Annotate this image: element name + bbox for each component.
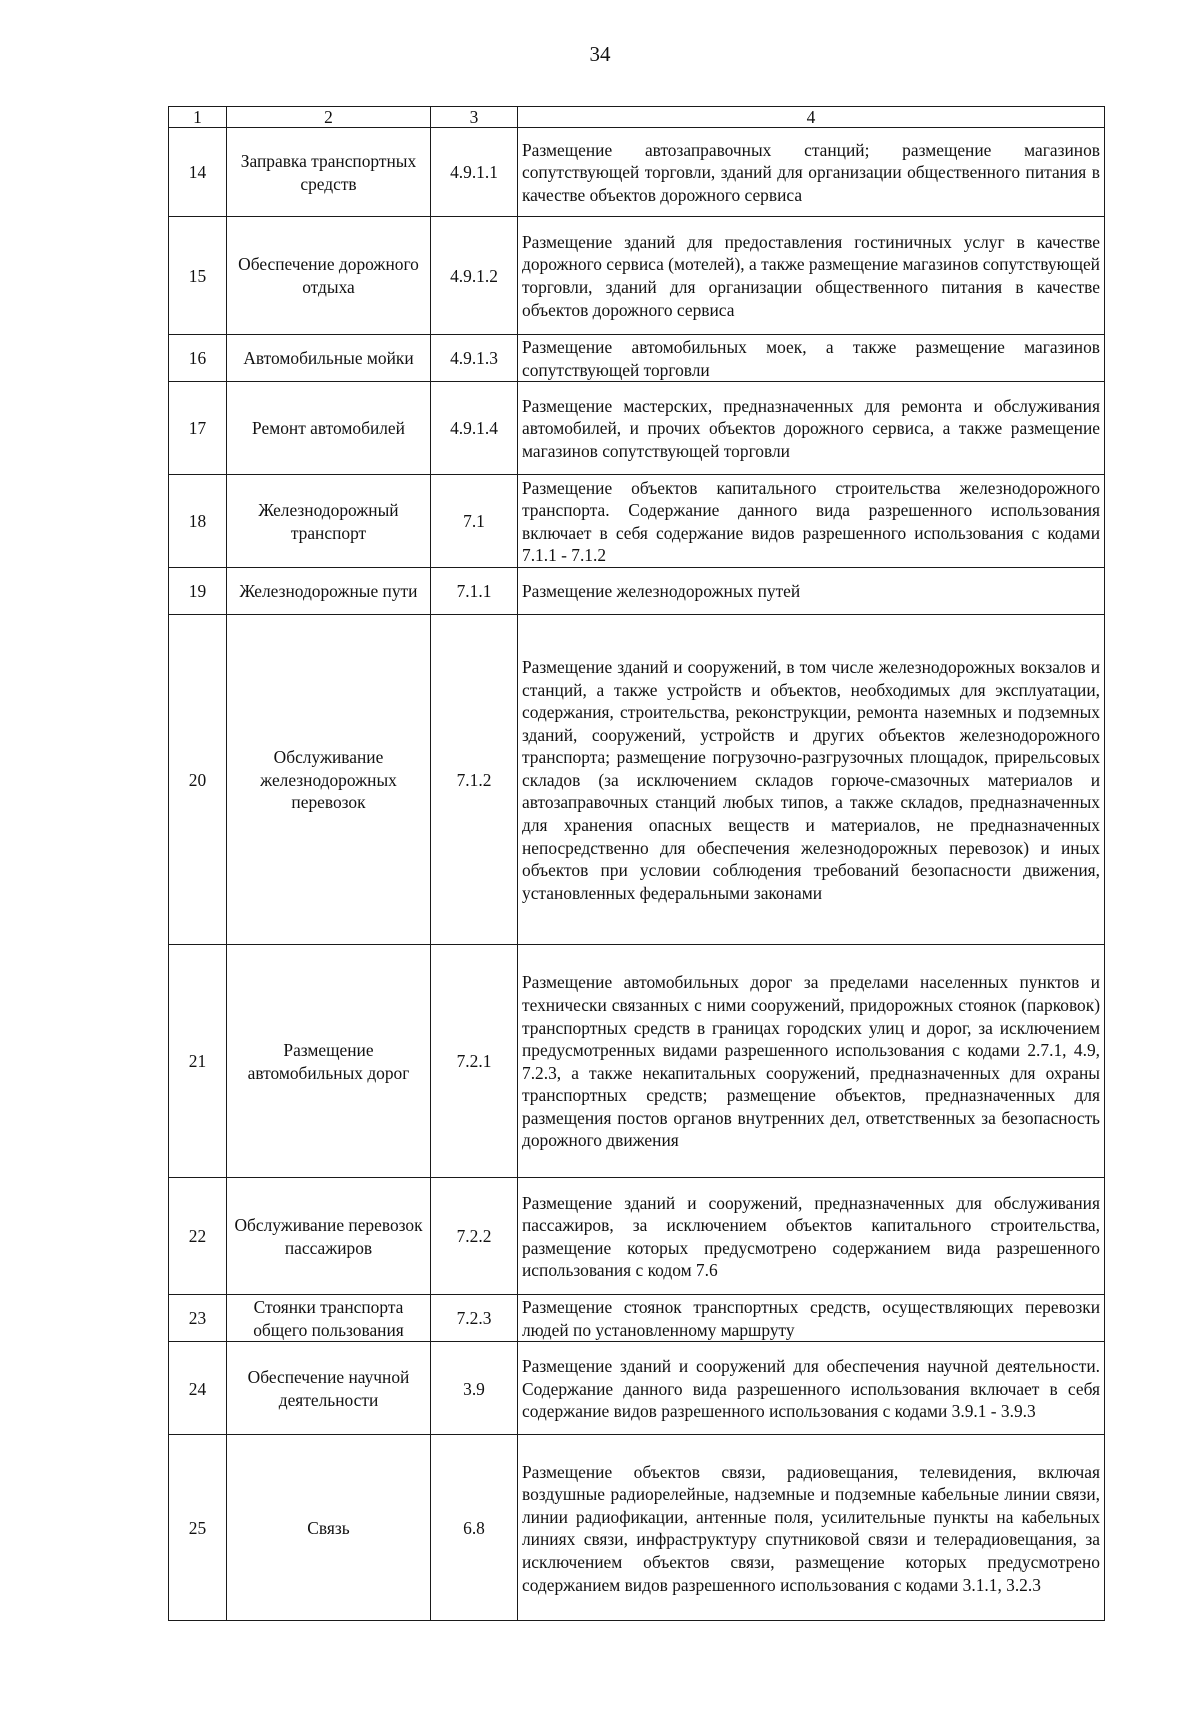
use-type-code: 7.2.1: [431, 945, 518, 1178]
table-row: [169, 1295, 1105, 1342]
use-type-name: Обеспечение научной деятельности: [227, 1342, 431, 1435]
header-col-4: 4: [518, 107, 1105, 128]
use-type-name: Обслуживание железнодорожных перевозок: [227, 615, 431, 945]
table-row: [169, 1435, 1105, 1621]
use-type-name: Связь: [227, 1435, 431, 1621]
row-number: 14: [169, 128, 227, 217]
land-use-table: [168, 106, 1105, 1621]
use-type-code: 7.1: [431, 475, 518, 568]
table-row: [169, 568, 1105, 615]
use-type-description: Размещение автомобильных дорог за пределами населенных пунктов и технически связанных с ними сооружений, придорожных стоянок (парковок) транспортных средств в границах городских улиц и дорог, за исключением предусмотренных видами разрешенного использования с кодами 2.7.1, 4.9, 7.2.3, а также некапитальных сооружений, предназначенных для охраны транспортных средств; размещение объектов, предназначенных для размещения постов органов внутренних дел, ответственных за безопасность дорожного движения: [518, 945, 1105, 1178]
use-type-code: 4.9.1.3: [431, 335, 518, 382]
use-type-code: 7.1.1: [431, 568, 518, 615]
header-col-2: 2: [227, 107, 431, 128]
row-number: 15: [169, 217, 227, 335]
row-number: 23: [169, 1295, 227, 1342]
row-number: 16: [169, 335, 227, 382]
table-row: [169, 475, 1105, 568]
table-row: [169, 128, 1105, 217]
use-type-name: Обеспечение дорожного отдыха: [227, 217, 431, 335]
row-number: 21: [169, 945, 227, 1178]
use-type-name: Железнодорожные пути: [227, 568, 431, 615]
use-type-name: Стоянки транспорта общего пользования: [227, 1295, 431, 1342]
use-type-code: 4.9.1.1: [431, 128, 518, 217]
header-row: [169, 107, 1105, 128]
use-type-name: Железнодорожный транспорт: [227, 475, 431, 568]
table-row: [169, 945, 1105, 1178]
row-number: 20: [169, 615, 227, 945]
use-type-code: 4.9.1.2: [431, 217, 518, 335]
use-type-code: 6.8: [431, 1435, 518, 1621]
use-type-code: 7.2.3: [431, 1295, 518, 1342]
use-type-description: Размещение зданий и сооружений, в том числе железнодорожных вокзалов и станций, а также устройств и объектов, необходимых для эксплуатации, содержания, строительства, реконструкции, ремонта наземных и подземных зданий, сооружений, устройств и других объектов железнодорожного транспорта; размещение погрузочно-разгрузочных площадок, прирельсовых складов (за исключением складов горюче-смазочных материалов и автозаправочных станций любых типов, а также складов, предназначенных для хранения опасных веществ и материалов, не предназначенных непосредственно для обеспечения железнодорожных перевозок) и иных объектов при условии соблюдения требований безопасности движения, установленных федеральными законами: [518, 615, 1105, 945]
use-type-description: Размещение объектов капитального строительства железнодорожного транспорта. Содержание данного вида разрешенного использования включает в себя содержание видов разрешенного использования с кодами 7.1.1 - 7.1.2: [518, 475, 1105, 568]
use-type-description: Размещение автомобильных моек, а также размещение магазинов сопутствующей торговли: [518, 335, 1105, 382]
table-row: [169, 217, 1105, 335]
table-row: [169, 1178, 1105, 1295]
row-number: 17: [169, 382, 227, 475]
use-type-code: 3.9: [431, 1342, 518, 1435]
table-row: [169, 335, 1105, 382]
table-row: [169, 382, 1105, 475]
use-type-name: Заправка транспортных средств: [227, 128, 431, 217]
use-type-description: Размещение зданий для предоставления гостиничных услуг в качестве дорожного сервиса (мотелей), а также размещение магазинов сопутствующей торговли, зданий для организации общественного питания в качестве объектов дорожного сервиса: [518, 217, 1105, 335]
use-type-description: Размещение зданий и сооружений, предназначенных для обслуживания пассажиров, за исключением объектов капитального строительства, размещение которых предусмотрено содержанием вида разрешенного использования с кодом 7.6: [518, 1178, 1105, 1295]
row-number: 19: [169, 568, 227, 615]
use-type-description: Размещение железнодорожных путей: [518, 568, 1105, 615]
row-number: 25: [169, 1435, 227, 1621]
table-row: [169, 1342, 1105, 1435]
use-type-code: 7.2.2: [431, 1178, 518, 1295]
header-col-1: 1: [169, 107, 227, 128]
use-type-description: Размещение объектов связи, радиовещания, телевидения, включая воздушные радиорелейные, надземные и подземные кабельные линии связи, линии радиофикации, антенные поля, усилительные пункты на кабельных линиях связи, инфраструктуру спутниковой связи и телерадиовещания, за исключением объектов связи, размещение которых предусмотрено содержанием видов разрешенного использования с кодами 3.1.1, 3.2.3: [518, 1435, 1105, 1621]
use-type-name: Автомобильные мойки: [227, 335, 431, 382]
use-type-name: Обслуживание перевозок пассажиров: [227, 1178, 431, 1295]
use-type-name: Размещение автомобильных дорог: [227, 945, 431, 1178]
use-type-description: Размещение автозаправочных станций; размещение магазинов сопутствующей торговли, зданий для организации общественного питания в качестве объектов дорожного сервиса: [518, 128, 1105, 217]
table-row: [169, 615, 1105, 945]
use-type-code: 4.9.1.4: [431, 382, 518, 475]
row-number: 24: [169, 1342, 227, 1435]
use-type-name: Ремонт автомобилей: [227, 382, 431, 475]
use-type-code: 7.1.2: [431, 615, 518, 945]
use-type-description: Размещение мастерских, предназначенных для ремонта и обслуживания автомобилей, и прочих объектов дорожного сервиса, а также размещение магазинов сопутствующей торговли: [518, 382, 1105, 475]
page-number: 34: [589, 42, 611, 66]
use-type-description: Размещение зданий и сооружений для обеспечения научной деятельности. Содержание данного вида разрешенного использования включает в себя содержание видов разрешенного использования с кодами 3.9.1 - 3.9.3: [518, 1342, 1105, 1435]
use-type-description: Размещение стоянок транспортных средств, осуществляющих перевозки людей по установленному маршруту: [518, 1295, 1105, 1342]
header-col-3: 3: [431, 107, 518, 128]
row-number: 18: [169, 475, 227, 568]
row-number: 22: [169, 1178, 227, 1295]
